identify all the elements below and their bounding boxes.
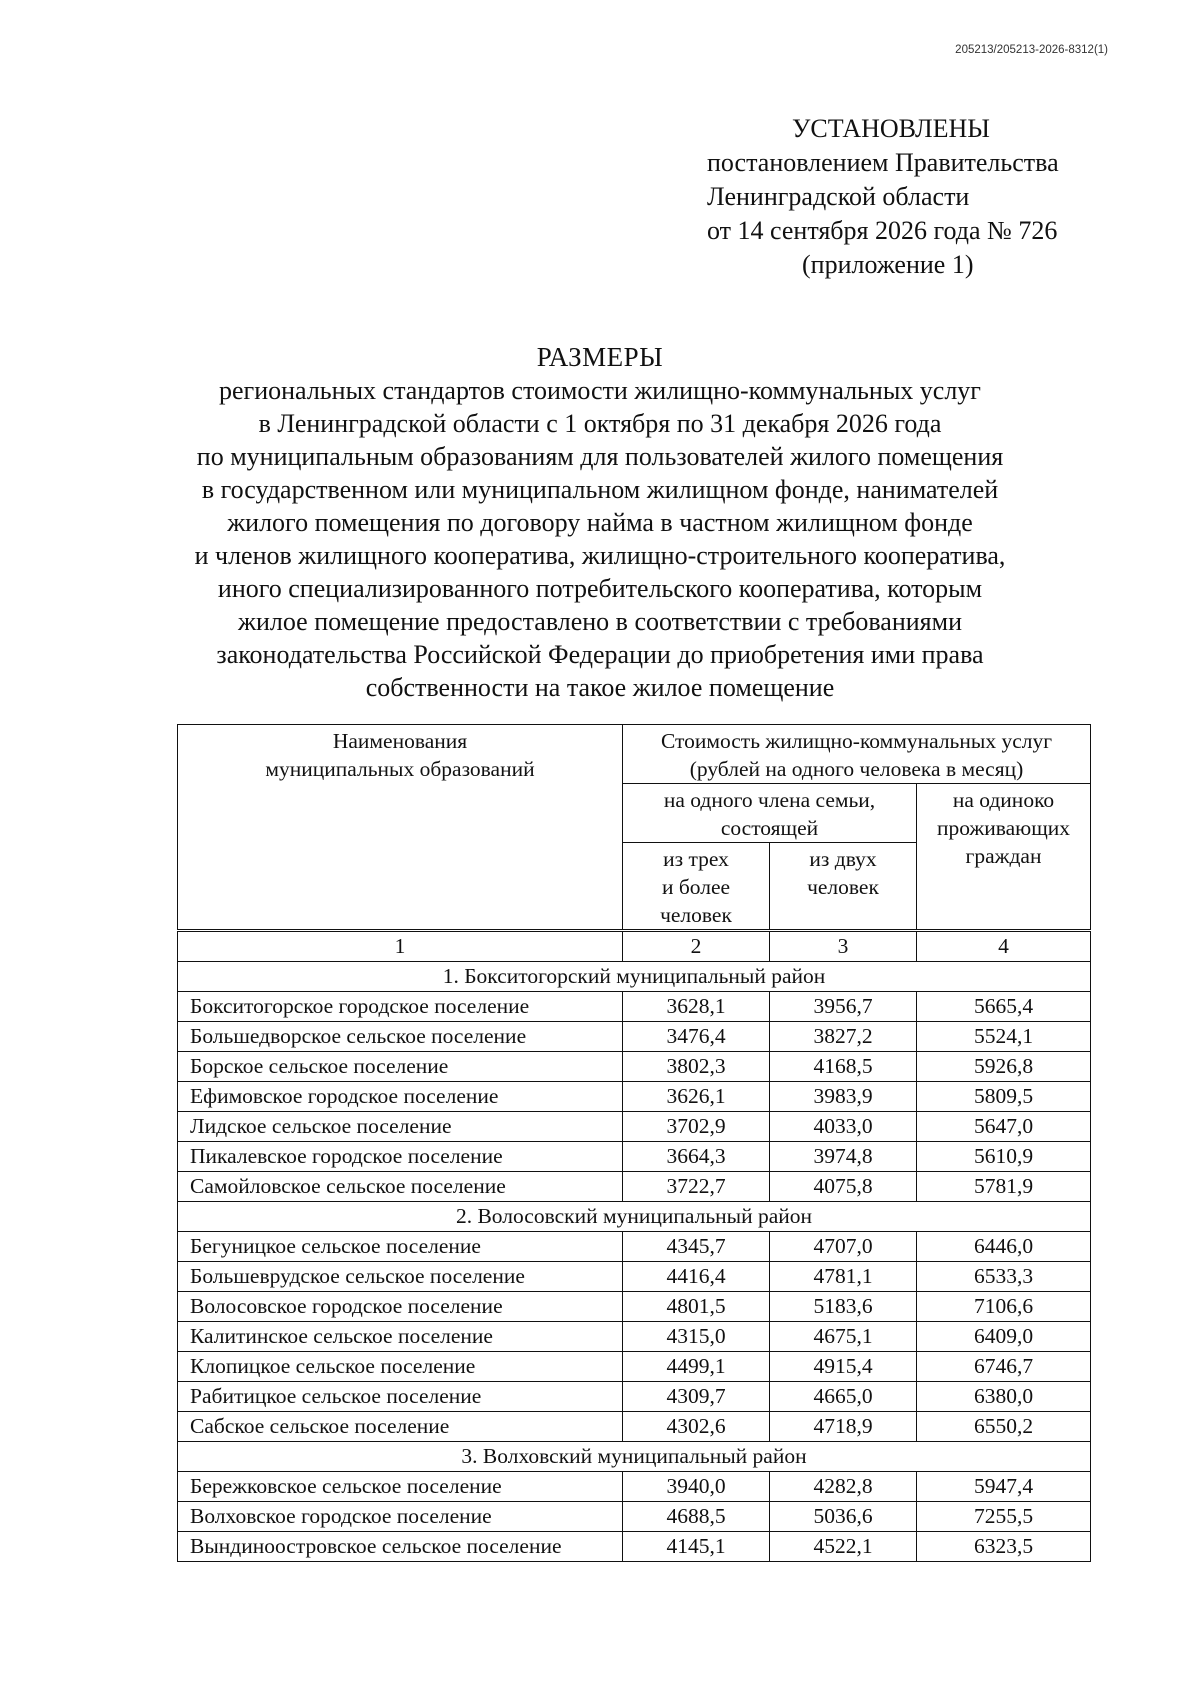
approval-line: от 14 сентября 2026 года № 726 xyxy=(707,216,1058,245)
municipality-name: Клопицкое сельское поселение xyxy=(178,1352,623,1382)
value-three-plus: 4801,5 xyxy=(623,1292,770,1322)
document-title: РАЗМЕРЫ xyxy=(536,342,664,372)
header-single: на одиноко проживающих граждан xyxy=(917,784,1091,931)
value-two: 4915,4 xyxy=(770,1352,917,1382)
table-row xyxy=(178,1112,1091,1142)
value-three-plus: 3722,7 xyxy=(623,1172,770,1202)
column-number: 1 xyxy=(178,931,623,962)
header-municipality: Наименования муниципальных образований xyxy=(178,725,623,931)
table-row xyxy=(178,1352,1091,1382)
value-three-plus: 3664,3 xyxy=(623,1142,770,1172)
value-three-plus: 4302,6 xyxy=(623,1412,770,1442)
municipality-name: Ефимовское городское поселение xyxy=(178,1082,623,1112)
value-single: 7106,6 xyxy=(917,1292,1091,1322)
value-two: 4168,5 xyxy=(770,1052,917,1082)
value-two: 4718,9 xyxy=(770,1412,917,1442)
municipality-name: Борское сельское поселение xyxy=(178,1052,623,1082)
table-row xyxy=(178,1232,1091,1262)
municipality-name: Вындиноостровское сельское поселение xyxy=(178,1532,623,1562)
rates-table xyxy=(177,724,1091,1562)
value-two: 3827,2 xyxy=(770,1022,917,1052)
value-three-plus: 4688,5 xyxy=(623,1502,770,1532)
value-two: 4707,0 xyxy=(770,1232,917,1262)
section-row xyxy=(178,1202,1091,1232)
municipality-name: Пикалевское городское поселение xyxy=(178,1142,623,1172)
value-two: 4781,1 xyxy=(770,1262,917,1292)
value-three-plus: 3802,3 xyxy=(623,1052,770,1082)
municipality-name: Калитинское сельское поселение xyxy=(178,1322,623,1352)
document-title-block xyxy=(150,340,1050,704)
value-two: 4033,0 xyxy=(770,1112,917,1142)
table-header-row xyxy=(178,725,1091,784)
value-single: 5524,1 xyxy=(917,1022,1091,1052)
value-two: 3974,8 xyxy=(770,1142,917,1172)
table-row xyxy=(178,1472,1091,1502)
municipality-name: Волосовское городское поселение xyxy=(178,1292,623,1322)
municipality-name: Большеврудское сельское поселение xyxy=(178,1262,623,1292)
column-number-row xyxy=(178,931,1091,962)
header-family-member: на одного члена семьи, состоящей xyxy=(623,784,917,843)
header-cost: Стоимость жилищно-коммунальных услуг (рублей на одного человека в месяц) xyxy=(623,725,1091,784)
table-row xyxy=(178,1022,1091,1052)
municipality-name: Сабское сельское поселение xyxy=(178,1412,623,1442)
value-two: 4665,0 xyxy=(770,1382,917,1412)
municipality-name: Лидское сельское поселение xyxy=(178,1112,623,1142)
table-row xyxy=(178,1052,1091,1082)
value-three-plus: 4345,7 xyxy=(623,1232,770,1262)
value-two: 5036,6 xyxy=(770,1502,917,1532)
value-single: 6533,3 xyxy=(917,1262,1091,1292)
value-single: 6323,5 xyxy=(917,1532,1091,1562)
approval-line: постановлением Правительства xyxy=(707,148,1059,177)
municipality-name: Бокситогорское городское поселение xyxy=(178,992,623,1022)
table-row xyxy=(178,1172,1091,1202)
value-three-plus: 4416,4 xyxy=(623,1262,770,1292)
value-two: 3956,7 xyxy=(770,992,917,1022)
value-two: 4522,1 xyxy=(770,1532,917,1562)
approval-heading: УСТАНОВЛЕНЫ xyxy=(792,114,990,143)
value-single: 5926,8 xyxy=(917,1052,1091,1082)
value-three-plus: 3626,1 xyxy=(623,1082,770,1112)
table-row xyxy=(178,1142,1091,1172)
value-single: 6550,2 xyxy=(917,1412,1091,1442)
value-single: 5781,9 xyxy=(917,1172,1091,1202)
table-row xyxy=(178,1502,1091,1532)
value-single: 5610,9 xyxy=(917,1142,1091,1172)
municipality-name: Самойловское сельское поселение xyxy=(178,1172,623,1202)
value-two: 5183,6 xyxy=(770,1292,917,1322)
approval-stamp xyxy=(707,112,1059,282)
approval-appendix: (приложение 1) xyxy=(802,250,974,279)
approval-line: Ленинградской области xyxy=(707,182,970,211)
value-single: 7255,5 xyxy=(917,1502,1091,1532)
table-row xyxy=(178,1322,1091,1352)
table-row xyxy=(178,1412,1091,1442)
header-two: из двух человек xyxy=(770,843,917,931)
value-single: 5947,4 xyxy=(917,1472,1091,1502)
value-single: 6746,7 xyxy=(917,1352,1091,1382)
table-row xyxy=(178,1262,1091,1292)
value-single: 5809,5 xyxy=(917,1082,1091,1112)
column-number: 3 xyxy=(770,931,917,962)
municipality-name: Рабитицкое сельское поселение xyxy=(178,1382,623,1412)
value-three-plus: 4499,1 xyxy=(623,1352,770,1382)
value-two: 4282,8 xyxy=(770,1472,917,1502)
table-row xyxy=(178,992,1091,1022)
document-id: 205213/205213-2026-8312(1) xyxy=(955,44,1108,56)
value-single: 6380,0 xyxy=(917,1382,1091,1412)
section-title: 1. Бокситогорский муниципальный район xyxy=(178,962,1091,992)
table-row xyxy=(178,1292,1091,1322)
document-subtitle: региональных стандартов стоимости жилищно-коммунальных услуг в Ленинградской области с 1 октября по 31 декабря 2026 года по муниципальным образованиям для пользователей жилого помещения в государственном или муниципальном жилищном фонде, нанимателей жилого помещения по договору найма в частном жилищном фонде и членов жилищного кооператива, жилищно-строительного кооператива, иного специализированного потребительского кооператива, которым жилое помещение предоставлено в соответствии с требованиями законодательства Российской Федерации до приобретения ими права собственности на такое жилое помещение xyxy=(194,376,1006,702)
value-three-plus: 3628,1 xyxy=(623,992,770,1022)
value-two: 4075,8 xyxy=(770,1172,917,1202)
table-row xyxy=(178,1082,1091,1112)
section-row xyxy=(178,962,1091,992)
value-three-plus: 4145,1 xyxy=(623,1532,770,1562)
value-three-plus: 3476,4 xyxy=(623,1022,770,1052)
value-three-plus: 3702,9 xyxy=(623,1112,770,1142)
column-number: 4 xyxy=(917,931,1091,962)
municipality-name: Бережковское сельское поселение xyxy=(178,1472,623,1502)
value-two: 4675,1 xyxy=(770,1322,917,1352)
value-single: 5665,4 xyxy=(917,992,1091,1022)
column-number: 2 xyxy=(623,931,770,962)
table-row xyxy=(178,1532,1091,1562)
value-three-plus: 4315,0 xyxy=(623,1322,770,1352)
municipality-name: Волховское городское поселение xyxy=(178,1502,623,1532)
value-two: 3983,9 xyxy=(770,1082,917,1112)
value-single: 6409,0 xyxy=(917,1322,1091,1352)
value-single: 5647,0 xyxy=(917,1112,1091,1142)
value-three-plus: 3940,0 xyxy=(623,1472,770,1502)
value-three-plus: 4309,7 xyxy=(623,1382,770,1412)
section-title: 2. Волосовский муниципальный район xyxy=(178,1202,1091,1232)
municipality-name: Бегуницкое сельское поселение xyxy=(178,1232,623,1262)
header-three-plus: из трех и более человек xyxy=(623,843,770,931)
municipality-name: Большедворское сельское поселение xyxy=(178,1022,623,1052)
section-row xyxy=(178,1442,1091,1472)
value-single: 6446,0 xyxy=(917,1232,1091,1262)
section-title: 3. Волховский муниципальный район xyxy=(178,1442,1091,1472)
table-row xyxy=(178,1382,1091,1412)
